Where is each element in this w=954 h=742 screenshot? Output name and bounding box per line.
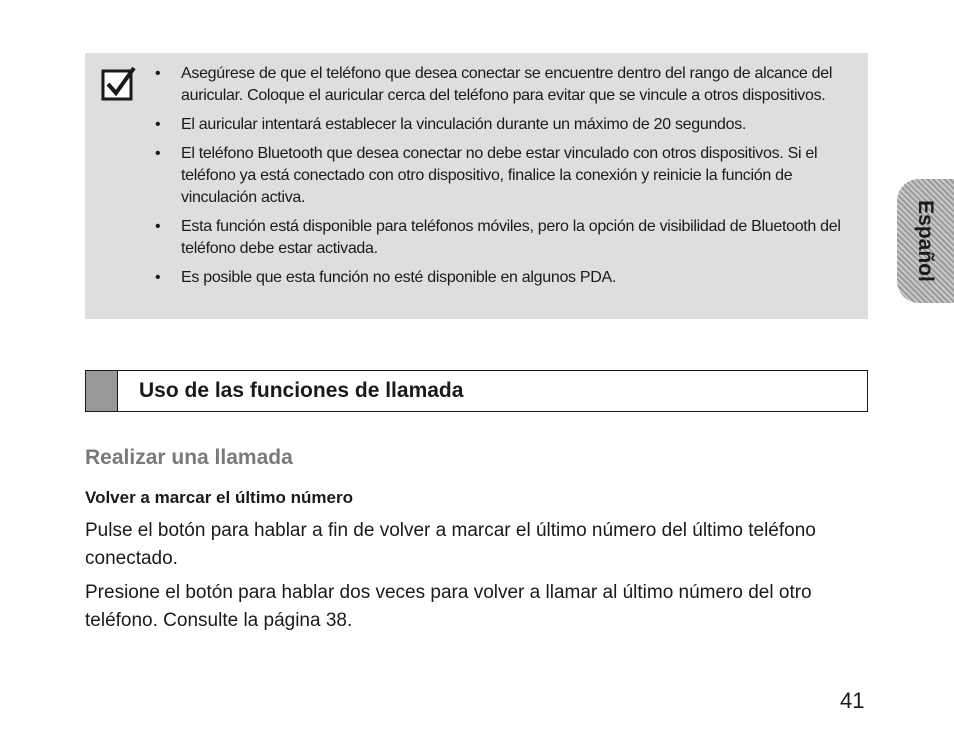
bullet: • [155,116,161,133]
bullet: • [155,218,161,235]
checkbox-checked-icon [101,65,137,101]
bullet: • [155,145,161,162]
note-item-text: Es posible que esta función no esté disponible en algunos PDA. [181,269,617,286]
note-item-text: El auricular intentará establecer la vinculación durante un máximo de 20 segundos. [181,116,747,133]
note-item [155,63,860,107]
language-tab-label: Español [914,200,937,282]
section-header [85,370,868,412]
sub-subheading: Volver a marcar el último número [85,488,353,507]
section-marker [86,371,118,411]
note-item [155,216,860,260]
note-item-text: Esta función está disponible para teléfonos móviles, pero la opción de visibilidad de Bluetooth del teléfono debe estar activada. [181,218,841,257]
paragraph: Pulse el botón para hablar a fin de volver a marcar el último número del último teléfono conectado. [85,520,816,569]
paragraph: Presione el botón para hablar dos veces para volver a llamar al último número del otro teléfono. Consulte la página 38. [85,582,812,631]
bullet: • [155,269,161,286]
subheading: Realizar una llamada [85,446,293,469]
note-item [155,143,860,209]
note-item [155,267,860,289]
section-title: Uso de las funciones de llamada [139,379,464,402]
page-number: 41 [840,688,865,713]
note-item-text: Asegúrese de que el teléfono que desea conectar se encuentre dentro del rango de alcance del auricular. Coloque el auricular cerca del teléfono para evitar que se vincule a otros dispositivos. [181,65,833,104]
note-box [85,53,868,319]
language-tab [897,179,954,303]
note-list [155,63,860,296]
note-item [155,114,860,136]
note-item-text: El teléfono Bluetooth que desea conectar no debe estar vinculado con otros dispositivos. Si el teléfono ya está conectado con otro dispositivo, finalice la conexión y reinicie la función de vinculación activa. [181,145,818,206]
bullet: • [155,65,161,82]
